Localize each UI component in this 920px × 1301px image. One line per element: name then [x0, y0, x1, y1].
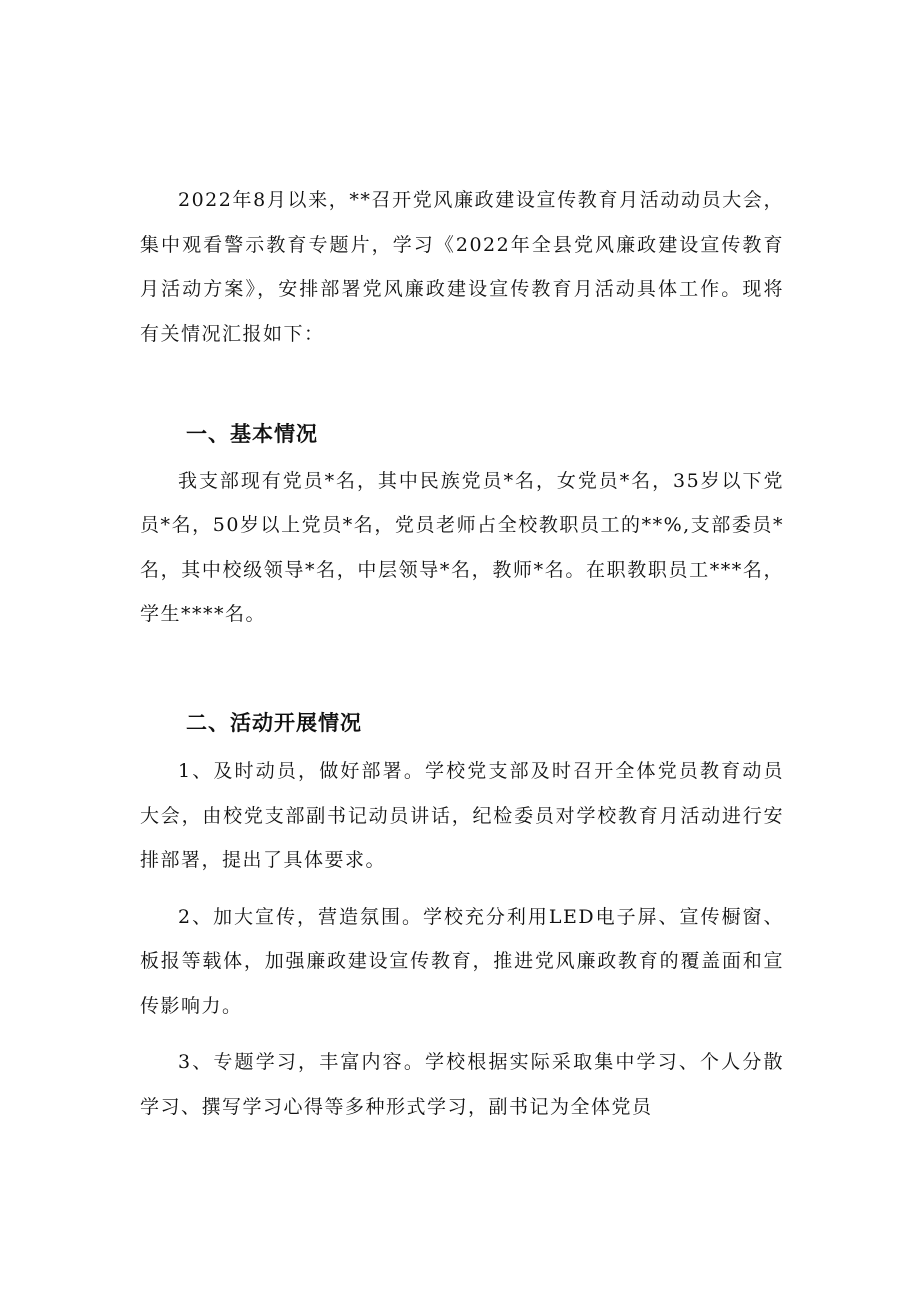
- section-heading-basic-situation: 一、基本情况: [186, 422, 318, 446]
- basic-situation-paragraph: 我支部现有党员*名，其中民族党员*名，女党员*名，35岁以下党员*名，50岁以上党员*名，党员老师占全校教职员工的**%,支部委员*名，其中校级领导*名，中层领导*名，教师*名。在职教职员工***名，学生****名。: [140, 469, 784, 625]
- intro-paragraph: 2022年8月以来，**召开党风廉政建设宣传教育月活动动员大会，集中观看警示教育专题片，学习《2022年全县党风廉政建设宣传教育月活动方案》，安排部署党风廉政建设宣传教育月活动具体工作。现将有关情况汇报如下：: [140, 189, 784, 345]
- section-heading-activities: 二、活动开展情况: [186, 710, 362, 735]
- activity-item-2: 2、加大宣传，营造氛围。学校充分利用LED电子屏、宣传橱窗、板报等载体，加强廉政建设宣传教育，推进党风廉政教育的覆盖面和宣传影响力。: [140, 905, 784, 1017]
- activity-item-1: 1、及时动员，做好部署。学校党支部及时召开全体党员教育动员大会，由校党支部副书记动员讲话，纪检委员对学校教育月活动进行安排部署，提出了具体要求。: [140, 760, 784, 871]
- activity-item-3: 3、专题学习，丰富内容。学校根据实际采取集中学习、个人分散学习、撰写学习心得等多种形式学习，副书记为全体党员: [140, 1051, 784, 1118]
- document-body: [140, 178, 784, 1129]
